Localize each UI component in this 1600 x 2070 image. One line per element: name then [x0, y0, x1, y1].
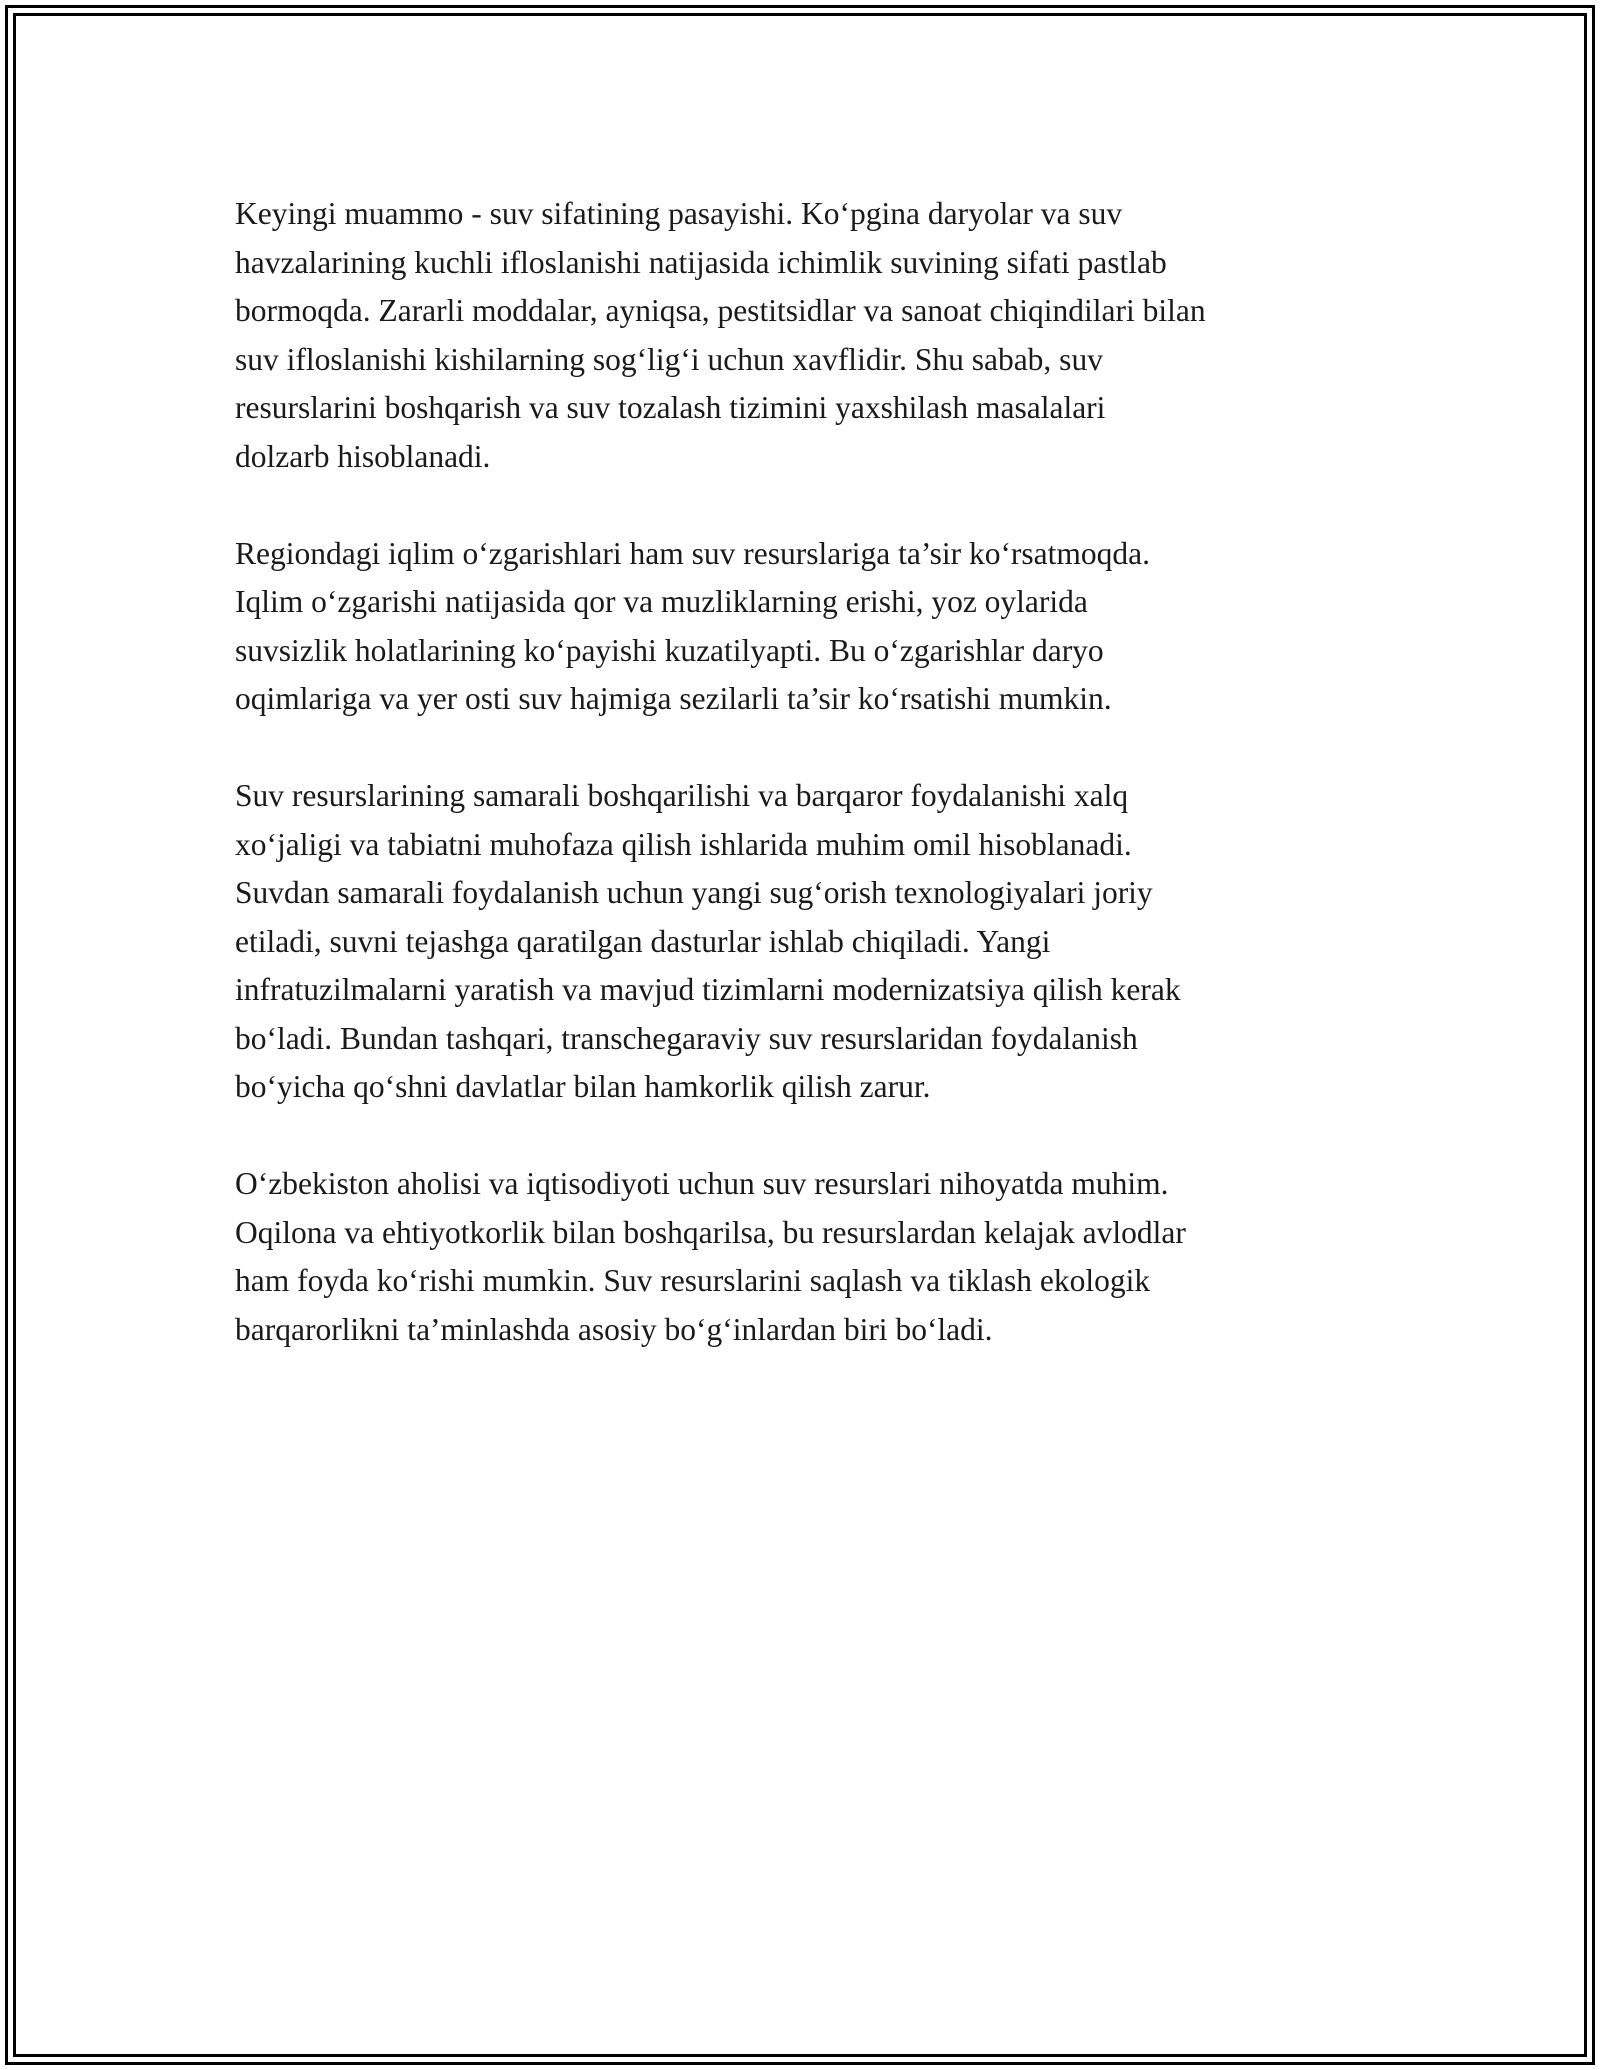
text-line: Keyingi muammo - suv sifatining pasayishi. Ko‘pgina daryolar va suv [235, 196, 1123, 231]
paragraph-resource-management [235, 772, 1385, 1112]
text-line: xo‘jaligi va tabiatni muhofaza qilish ishlarida muhim omil hisoblanadi. [235, 826, 1132, 862]
text-line: oqimlariga va yer osti suv hajmiga sezilarli ta’sir ko‘rsatishi mumkin. [235, 681, 1112, 716]
text-line: ham foyda ko‘rishi mumkin. Suv resurslarini saqlash va tiklash ekologik [235, 1263, 1151, 1298]
text-line: suv ifloslanishi kishilarning sog‘lig‘i uchun xavflidir. Shu sabab, suv [235, 341, 1103, 377]
text-line: resurslarini boshqarish va suv tozalash tizimini yaxshilash masalalari [235, 390, 1106, 425]
paragraph-water-quality [235, 190, 1385, 481]
text-line: Iqlim o‘zgarishi natijasida qor va muzliklarning erishi, yoz oylarida [235, 584, 1088, 619]
text-line: Suv resurslarining samarali boshqarilishi va barqaror foydalanishi xalq [235, 778, 1129, 813]
text-line: bo‘yicha qo‘shni davlatlar bilan hamkorlik qilish zarur. [235, 1069, 931, 1104]
text-line: barqarorlikni ta’minlashda asosiy bo‘g‘inlardan biri bo‘ladi. [235, 1311, 993, 1347]
paragraph-climate-change [235, 530, 1385, 724]
paragraph-conclusion [235, 1160, 1385, 1354]
text-line: dolzarb hisoblanadi. [235, 438, 491, 474]
text-line: Oqilona va ehtiyotkorlik bilan boshqarilsa, bu resurslardan kelajak avlodlar [235, 1214, 1186, 1250]
text-line: infratuzilmalarni yaratish va mavjud tizimlarni modernizatsiya qilish kerak [235, 972, 1181, 1007]
text-line: bormoqda. Zararli moddalar, ayniqsa, pestitsidlar va sanoat chiqindilari bilan [235, 293, 1206, 328]
text-line: Suvdan samarali foydalanish uchun yangi sug‘orish texnologiyalari joriy [235, 875, 1153, 910]
text-line: O‘zbekiston aholisi va iqtisodiyoti uchun suv resurslari nihoyatda muhim. [235, 1166, 1169, 1201]
text-line: bo‘ladi. Bundan tashqari, transchegaraviy suv resurslaridan foydalanish [235, 1020, 1138, 1056]
text-line: Regiondagi iqlim o‘zgarishlari ham suv resurslariga ta’sir ko‘rsatmoqda. [235, 535, 1151, 571]
document-body [235, 190, 1385, 1403]
text-line: havzalarining kuchli ifloslanishi natijasida ichimlik suvining sifati pastlab [235, 244, 1167, 280]
text-line: etiladi, suvni tejashga qaratilgan dasturlar ishlab chiqiladi. Yangi [235, 923, 1051, 959]
text-line: suvsizlik holatlarining ko‘payishi kuzatilyapti. Bu o‘zgarishlar daryo [235, 632, 1104, 668]
